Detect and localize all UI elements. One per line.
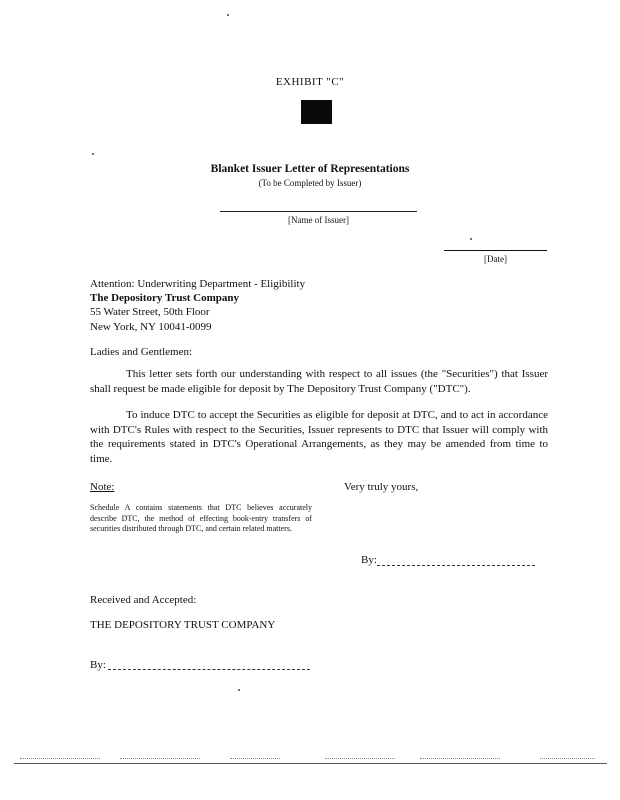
note-label: Note: — [90, 481, 115, 493]
bottom-rule — [14, 763, 607, 764]
address-line-2: New York, NY 10041-0099 — [90, 320, 212, 333]
issuer-name-label: [Name of Issuer] — [288, 215, 349, 225]
scan-speck — [470, 238, 472, 240]
scan-speck — [92, 153, 94, 155]
paragraph-1-text: This letter sets forth our understanding with respect to all issues (the "Securities") that Issuer shall request be made eligible for deposit by The Depository Trust Company ("DTC"). — [90, 368, 548, 395]
address-line-1: 55 Water Street, 50th Floor — [90, 306, 210, 319]
received-accepted: Received and Accepted: — [90, 594, 197, 606]
attention-line: Attention: Underwriting Department - Eligibility — [90, 278, 306, 290]
salutation: Ladies and Gentlemen: — [90, 346, 193, 358]
scan-artifact — [20, 758, 100, 762]
paragraph-1 — [90, 367, 548, 396]
issuer-name-line — [220, 211, 417, 212]
paragraph-2 — [90, 408, 548, 466]
issuer-by-label: By: — [361, 554, 377, 566]
scan-speck — [238, 689, 240, 691]
letter-title: Blanket Issuer Letter of Representations — [210, 163, 410, 175]
scan-artifact — [120, 758, 200, 762]
issuer-signature-line — [377, 565, 535, 566]
paragraph-2-text: To induce DTC to accept the Securities as eligible for deposit at DTC, and to act in accordance with DTC's Rules with respect to the Securities, Issuer represents to DTC that Issuer will comply with the requirements stated in DTC's Operational Arrangements, as they may be amended from time to time. — [90, 409, 548, 465]
company-name: The Depository Trust Company — [90, 292, 240, 305]
note-body: Schedule A contains statements that DTC believes accurately describe DTC, the method of effecting book-entry transfers of securities distributed through DTC, and certain related matters. — [90, 503, 312, 533]
address-block — [90, 277, 305, 334]
redaction-block — [301, 100, 332, 124]
date-line — [444, 250, 547, 251]
closing: Very truly yours, — [344, 481, 419, 493]
exhibit-heading: EXHIBIT "C" — [275, 76, 345, 88]
date-label: [Date] — [484, 254, 507, 264]
scan-artifact — [325, 758, 395, 762]
scan-artifact — [230, 758, 280, 762]
scan-speck — [227, 14, 229, 16]
dtc-name: THE DEPOSITORY TRUST COMPANY — [90, 619, 276, 631]
scan-artifact — [420, 758, 500, 762]
dtc-signature-line — [108, 669, 310, 670]
scan-artifact — [540, 758, 595, 762]
dtc-by-label: By: — [90, 659, 106, 671]
letter-subtitle: (To be Completed by Issuer) — [258, 178, 362, 188]
